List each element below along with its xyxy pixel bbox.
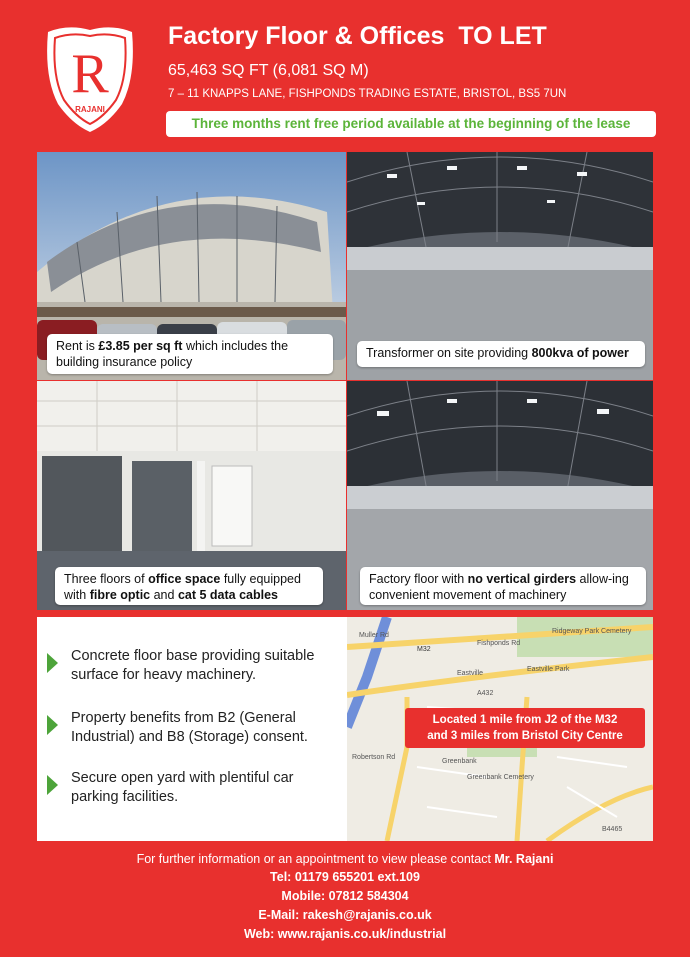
bullet-arrow-icon bbox=[47, 775, 58, 795]
svg-text:A432: A432 bbox=[477, 690, 494, 697]
rent-caption: Rent is £3.85 per sq ft which includes the building insurance policy bbox=[47, 334, 333, 374]
contact-mobile: Mobile: 07812 584304 bbox=[281, 889, 409, 903]
svg-text:Greenbank: Greenbank bbox=[442, 758, 477, 765]
features-panel: Concrete floor base providing suitable surface for heavy machinery. Property benefits from B2 (General Industrial) and B8 (Storage) consent. Secure open yard with plentiful car parking facilities. bbox=[37, 617, 347, 841]
contact-tel: Tel: 01179 655201 ext.109 bbox=[270, 870, 420, 884]
bullet-arrow-icon bbox=[47, 715, 58, 735]
svg-text:M32: M32 bbox=[417, 646, 431, 653]
svg-text:Eastville Park: Eastville Park bbox=[527, 666, 570, 673]
contact-intro: For further information or an appointment to view please contact Mr. Rajani bbox=[136, 852, 554, 866]
svg-text:R: R bbox=[71, 43, 109, 105]
office-caption: Three floors of office space fully equipped with fibre optic and cat 5 data cables bbox=[55, 567, 323, 605]
rajani-shield-logo bbox=[40, 22, 140, 134]
svg-text:Muller Rd: Muller Rd bbox=[359, 632, 389, 639]
map-location-callout: Located 1 mile from J2 of the M32 and 3 miles from Bristol City Centre bbox=[405, 708, 645, 748]
bullet-arrow-icon bbox=[47, 653, 58, 673]
svg-text:B4465: B4465 bbox=[602, 826, 623, 833]
contact-email[interactable]: E-Mail: rakesh@rajanis.co.uk bbox=[258, 908, 432, 922]
floor-area: 65,463 SQ FT (6,081 SQ M) bbox=[168, 62, 369, 79]
property-address: 7 – 11 KNAPPS LANE, FISHPONDS TRADING ESTATE, BRISTOL, BS5 7UN bbox=[168, 88, 567, 100]
svg-text:Ridgeway Park Cemetery: Ridgeway Park Cemetery bbox=[552, 628, 632, 635]
contact-website[interactable]: Web: www.rajanis.co.uk/industrial bbox=[243, 927, 447, 941]
svg-text:Fishponds Rd: Fishponds Rd bbox=[477, 640, 521, 647]
promo-banner: Three months rent free period available at the beginning of the lease bbox=[166, 111, 656, 137]
girders-caption: Factory floor with no vertical girders allow-ing convenient movement of machinery bbox=[360, 567, 646, 605]
svg-text:RAJANI: RAJANI bbox=[75, 105, 105, 114]
svg-text:Robertson Rd: Robertson Rd bbox=[352, 754, 396, 761]
svg-text:Eastville: Eastville bbox=[457, 670, 484, 677]
power-caption: Transformer on site providing 800kva of power bbox=[357, 341, 645, 367]
svg-text:Greenbank Cemetery: Greenbank Cemetery bbox=[467, 774, 534, 781]
page-title: Factory Floor & Offices TO LET bbox=[168, 22, 547, 50]
